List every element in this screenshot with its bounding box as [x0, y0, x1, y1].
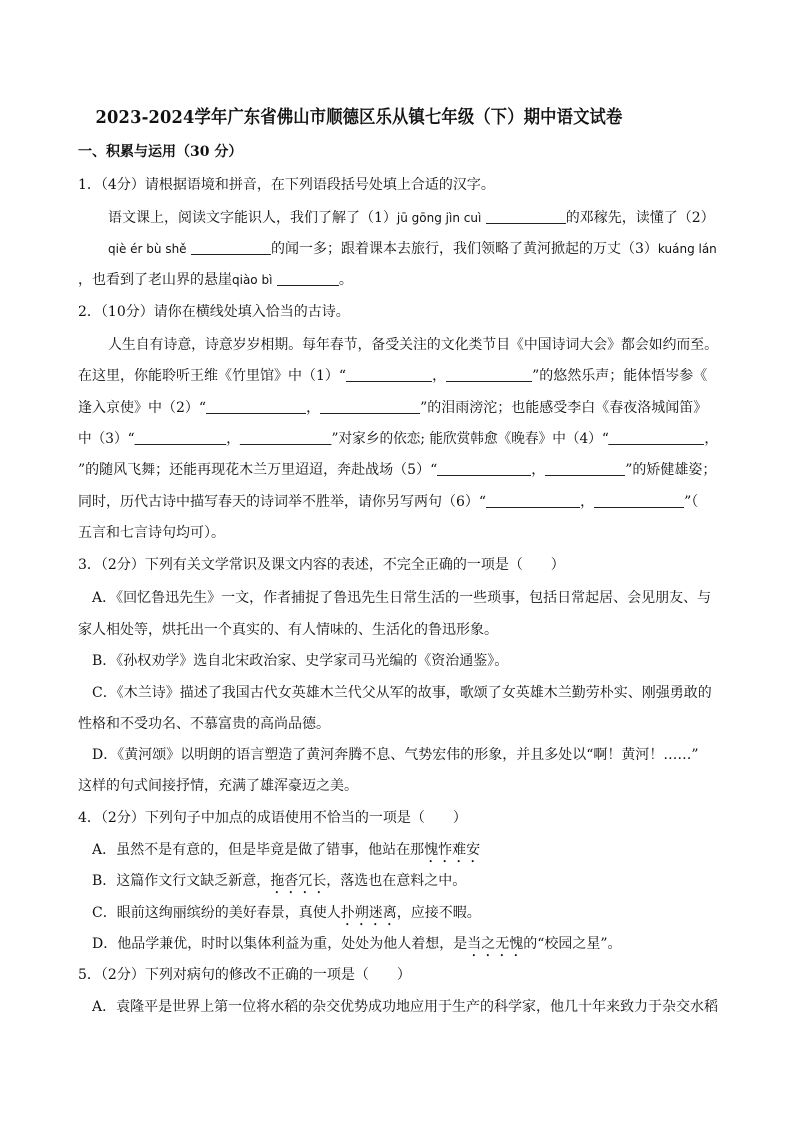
q3-option-d-cont: 这样的句式间接抒情，充满了雄浑豪迈之美。 — [78, 778, 358, 794]
answer-blank[interactable] — [486, 209, 566, 224]
q2-line: 人生自有诗意，诗意岁岁相期。每年春节，备受关注的文化类节目《中国诗词大会》都会如约而至。 — [108, 337, 719, 353]
q3-option-a-cont: 家人相处等，烘托出一个真实的、有人情味的、生活化的鲁迅形象。 — [78, 622, 498, 638]
q4-stem: 4．（2分）下列句子中加点的成语使用不恰当的一项是（ ） — [78, 810, 467, 826]
pinyin-4: qiào bì — [232, 273, 273, 287]
answer-blank[interactable] — [135, 430, 227, 445]
q2-text: ， — [432, 368, 447, 384]
q4-text: B．这篇作文行文缺乏新意， — [92, 873, 271, 889]
answer-blank[interactable] — [545, 461, 625, 476]
q3-option-d[interactable]: D．《黄河颂》以明朗的语言塑造了黄河奔腾不息、气势宏伟的形象，并且多处以“啊！黄河！……” — [92, 747, 699, 763]
pinyin-2: qiè ér bù shě — [108, 242, 187, 256]
pinyin-3: kuáng lán — [657, 242, 717, 256]
q5-stem: 5．（2分）下列对病句的修改不正确的一项是（ ） — [78, 967, 411, 983]
q4-text: A．虽然不是有意的，但是毕竟是做了错事，他站在那 — [92, 842, 425, 858]
q2-text: ， — [704, 431, 718, 447]
q2-text: ”的泪雨滂沱；也能感受李白《春夜洛城闻笛》 — [420, 400, 708, 416]
q2-text: ， — [226, 431, 240, 447]
answer-blank[interactable] — [320, 399, 420, 414]
q5-option-a[interactable]: A．袁隆平是世界上第一位将水稻的杂交优势成功地应用于生产的科学家，他几十年来致力于杂交水稻 — [92, 999, 718, 1015]
page-title: 2023-2024学年广东省佛山市顺德区乐从镇七年级（下）期中语文试卷 — [95, 107, 623, 128]
pinyin-1: jū gōng jìn cuì — [396, 211, 482, 225]
answer-blank[interactable] — [437, 461, 531, 476]
answer-blank[interactable] — [277, 271, 339, 286]
q1-text: 。 — [338, 272, 353, 288]
q3-option-a[interactable]: A．《回忆鲁迅先生》一文，作者捕捉了鲁迅先生日常生活的一些琐事，包括日常起居、会见朋友、与 — [92, 590, 712, 606]
q4-text: 的“校园之星”。 — [523, 936, 622, 952]
answer-blank[interactable] — [446, 367, 532, 382]
q3-stem: 3．（2分）下列有关文学常识及课文内容的表述，不完全正确的一项是（ ） — [78, 557, 565, 573]
q2-text: ”（ — [684, 494, 699, 510]
answer-blank[interactable] — [486, 493, 580, 508]
dotted-idiom: 愧怍难安 — [424, 842, 481, 858]
answer-blank[interactable] — [609, 430, 705, 445]
q1-text: ，也看到了老山界的悬崖 — [78, 272, 232, 288]
q2-stem: 2．（10分）请你在横线处填入恰当的古诗。 — [78, 304, 350, 320]
answer-blank[interactable] — [191, 240, 271, 255]
q2-text: ， — [580, 494, 595, 510]
answer-blank[interactable] — [594, 493, 684, 508]
q4-text: C．眼前这绚丽缤纷的美好春景，真使人 — [92, 905, 341, 921]
q3-option-c[interactable]: C．《木兰诗》描述了我国古代女英雄木兰代父从军的故事，歌颂了女英雄木兰勤劳朴实、刚强勇敢的 — [92, 685, 712, 701]
q2-line: 五言和七言诗句均可）。 — [78, 525, 225, 541]
q4-option-c[interactable] — [92, 904, 481, 929]
q3-option-b[interactable]: B．《孙权劝学》选自北宋政治家、史学家司马光编的《资治通鉴》。 — [92, 653, 509, 669]
q3-option-c-cont: 性格和不受功名、不慕富贵的高尚品德。 — [78, 716, 330, 732]
q1-line-3 — [78, 271, 353, 289]
dotted-idiom: 拖沓冗长 — [270, 873, 327, 889]
answer-blank[interactable] — [346, 367, 432, 382]
q2-text: ”的矫健雄姿； — [625, 462, 717, 478]
q2-text: 中（3）“ — [78, 431, 135, 447]
q4-text: ，应接不暇。 — [396, 905, 481, 921]
q2-line — [78, 399, 707, 417]
q2-text: 同时，历代古诗中描写春天的诗词举不胜举，请你另写两句（6）“ — [78, 494, 487, 510]
q1-stem: 1．（4分）请根据语境和拼音，在下列语段括号处填上合适的汉字。 — [78, 177, 495, 193]
dotted-idiom: 扑朔迷离 — [340, 905, 397, 921]
q2-text: ”的随风飞舞；还能再现花木兰万里迢迢，奔赴战场（5）“ — [78, 462, 438, 478]
dotted-idiom: 当之无愧 — [467, 936, 524, 952]
q2-line — [78, 493, 698, 511]
q4-text: D．他品学兼优，时时以集体利益为重，处处为他人着想，是 — [92, 936, 468, 952]
q2-line — [78, 461, 716, 479]
q1-line-2 — [108, 240, 717, 258]
q2-line — [78, 430, 718, 448]
q1-text: 的闻一多；跟着课本去旅行，我们领略了黄河掀起的万丈（3） — [271, 241, 658, 257]
q4-option-b[interactable] — [92, 872, 466, 897]
q2-text: 逢入京使》中（2）“ — [78, 400, 207, 416]
q1-text: 语文课上，阅读文字能识人，我们了解了（1） — [108, 210, 397, 226]
q1-text: 的邓稼先，读懂了（2） — [565, 210, 715, 226]
q4-text: ，落选也在意料之中。 — [326, 873, 467, 889]
q2-text: ， — [531, 462, 546, 478]
q2-line — [78, 367, 707, 385]
answer-blank[interactable] — [206, 399, 306, 414]
q4-option-a[interactable] — [92, 841, 480, 866]
q2-text: 在这里，你能聆听王维《竹里馆》中（1）“ — [78, 368, 347, 384]
section-heading: 一、积累与运用（30 分） — [78, 144, 243, 160]
q2-text: ， — [306, 400, 321, 416]
q2-text: ”对家乡的依恋; 能欣赏韩愈《晚春》中（4）“ — [331, 431, 609, 447]
q4-option-d[interactable] — [92, 935, 622, 960]
q2-text: ”的悠然乐声；能体悟岑参《 — [532, 368, 708, 384]
answer-blank[interactable] — [240, 430, 332, 445]
q1-line-1 — [108, 209, 715, 227]
